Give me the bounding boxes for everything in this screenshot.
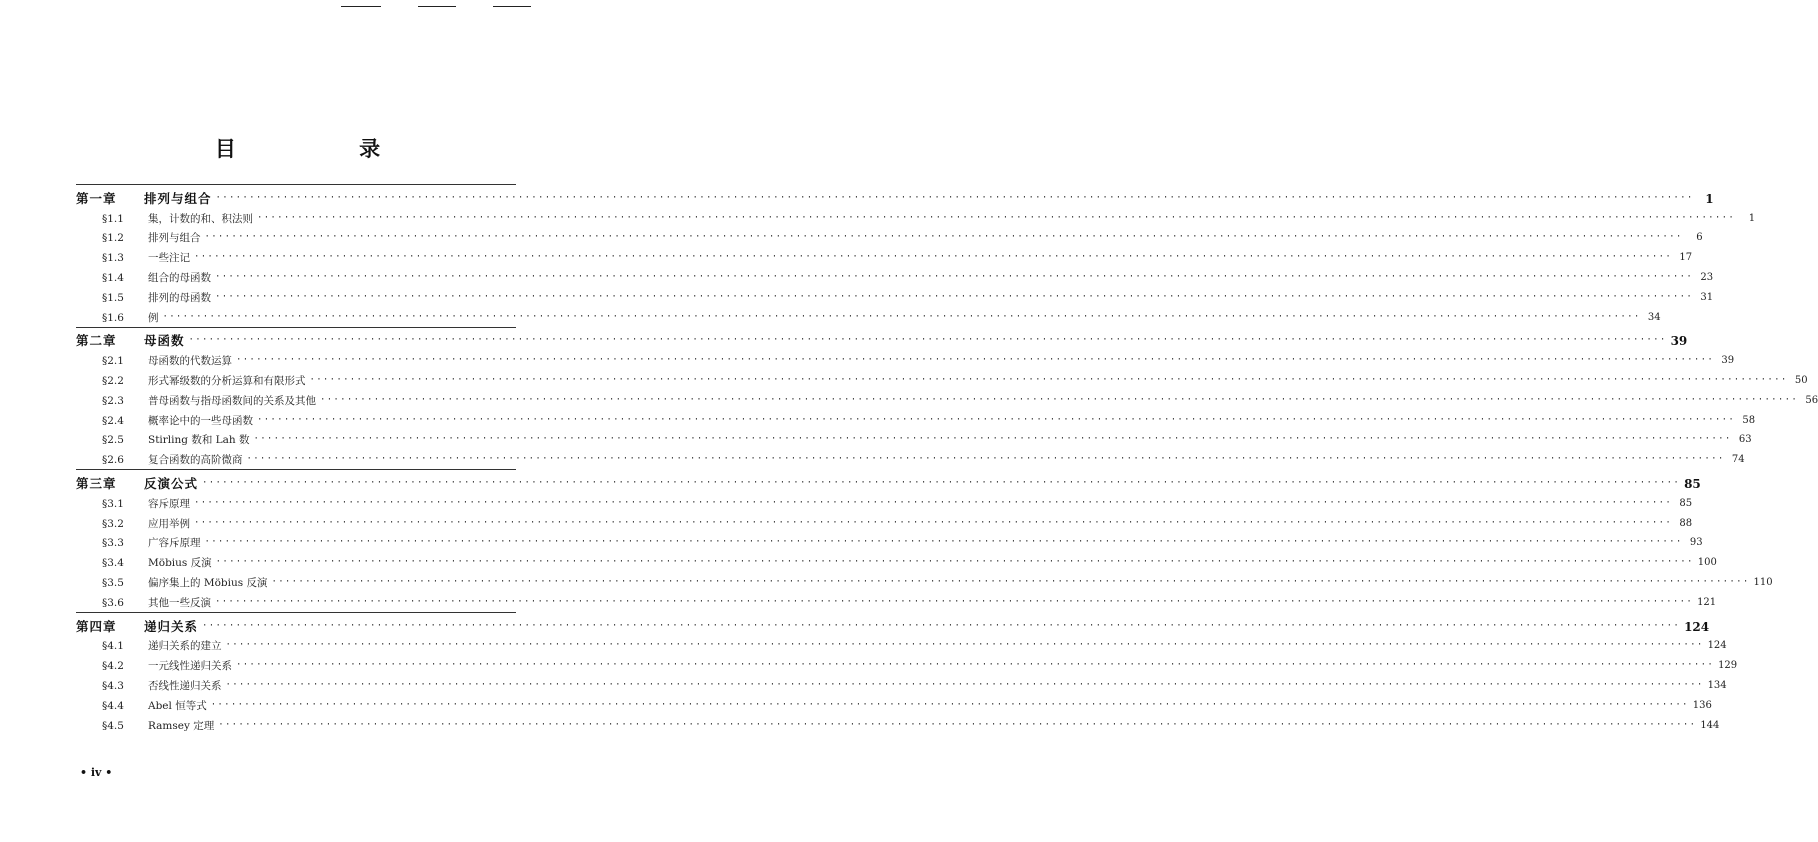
dot-leader: ····························································································································································································································	[246, 454, 1725, 465]
dot-leader: ····························································································································································································································	[271, 576, 1750, 587]
dot-leader: ····························································································································································································································	[215, 291, 1694, 302]
dot-leader: ····························································································································································································································	[202, 620, 1681, 631]
toc-section-label: 排列与组合	[148, 232, 201, 245]
toc-section-number: §1.6	[102, 311, 124, 324]
toc-section-page: 23	[1700, 271, 1714, 283]
chapter-divider	[76, 184, 516, 185]
toc-chapter-page: 1	[1705, 191, 1714, 206]
toc-section[interactable]	[76, 713, 1720, 733]
toc-section-number: §3.3	[102, 537, 124, 550]
toc-section-number: §2.5	[102, 434, 124, 447]
toc-chapter[interactable]	[76, 471, 1701, 491]
toc-chapter[interactable]	[76, 186, 1714, 206]
toc-section-page: 34	[1647, 311, 1661, 323]
dot-leader: ····························································································································································································································	[309, 374, 1788, 385]
toc-section-label: 形式幂级数的分析运算和有限形式	[148, 374, 306, 387]
toc-section[interactable]	[76, 348, 1735, 368]
toc-chapter[interactable]	[76, 614, 1710, 634]
toc-section-number: §4.4	[102, 699, 124, 712]
toc-section[interactable]	[76, 511, 1693, 531]
toc-section-number: §3.1	[102, 497, 124, 510]
toc-section[interactable]	[76, 693, 1712, 713]
dot-leader: ····························································································································································································································	[194, 517, 1673, 528]
dot-leader: ····························································································································································································································	[225, 679, 1704, 690]
toc-chapter-label: 反演公式	[144, 475, 199, 491]
toc-section[interactable]	[76, 265, 1714, 285]
dot-leader: ····························································································································································································································	[194, 497, 1673, 508]
toc-section-label: 其他一些反演	[148, 596, 211, 609]
toc-section-number: §1.3	[102, 252, 124, 265]
toc-section-label: 排列的母函数	[148, 291, 211, 304]
toc-section-number: §3.4	[102, 557, 124, 570]
dot-leader: ····························································································································································································································	[257, 212, 1736, 223]
table-of-contents	[76, 182, 1818, 733]
top-rule-2	[418, 6, 456, 7]
toc-section-label: 一些注记	[148, 252, 190, 265]
toc-section[interactable]	[76, 653, 1738, 673]
toc-section-page: 100	[1697, 557, 1717, 569]
dot-leader: ····························································································································································································································	[218, 719, 1697, 730]
toc-chapter-page: 124	[1684, 619, 1710, 634]
dot-leader: ····························································································································································································································	[210, 699, 1689, 710]
toc-section-number: §2.3	[102, 394, 124, 407]
toc-section[interactable]	[76, 491, 1693, 511]
toc-section-number: §4.3	[102, 679, 124, 692]
chapter-divider	[76, 327, 516, 328]
toc-section-page: 31	[1700, 291, 1714, 303]
toc-section-label: 递归关系的建立	[148, 640, 222, 653]
toc-chapter-number: 第一章	[76, 190, 117, 206]
toc-section-label: Stirling 数和 Lah 数	[148, 434, 250, 447]
toc-section-page: 1	[1748, 212, 1756, 224]
toc-section-page: 134	[1707, 679, 1727, 691]
toc-section[interactable]	[76, 408, 1756, 428]
toc-section-page: 58	[1742, 414, 1756, 426]
dot-leader: ····························································································································································································································	[204, 537, 1683, 548]
dot-leader: ····························································································································································································································	[253, 434, 1732, 445]
dot-leader: ····························································································································································································································	[162, 311, 1641, 322]
toc-section-label: 概率论中的一些母函数	[148, 414, 253, 427]
toc-section-label: Ramsey 定理	[148, 719, 215, 732]
toc-chapter-page: 85	[1684, 476, 1701, 491]
toc-section-number: §2.2	[102, 374, 124, 387]
toc-chapter-number: 第三章	[76, 475, 117, 491]
toc-section-page: 85	[1679, 497, 1693, 509]
toc-section[interactable]	[76, 590, 1717, 610]
toc-section-number: §1.5	[102, 291, 124, 304]
dot-leader: ····························································································································································································································	[202, 477, 1681, 488]
page-title: 目 录	[214, 136, 439, 161]
chapter-divider	[76, 612, 516, 613]
chapter-divider	[76, 469, 516, 470]
dot-leader: ····························································································································································································································	[194, 252, 1673, 263]
toc-section-page: 74	[1731, 454, 1745, 466]
toc-section-label: 偏序集上的 Möbius 反演	[148, 576, 268, 589]
toc-section-label: 容斥原理	[148, 497, 190, 510]
toc-chapter[interactable]	[76, 329, 1688, 349]
toc-section-number: §1.4	[102, 271, 124, 284]
toc-section-label: 集，计数的和、积法则	[148, 212, 253, 225]
toc-section-number: §2.4	[102, 414, 124, 427]
toc-section-number: §1.2	[102, 232, 124, 245]
toc-section-page: 56	[1805, 394, 1818, 406]
toc-section-page: 88	[1679, 517, 1693, 529]
toc-section-label: Möbius 反演	[148, 557, 212, 570]
toc-section-page: 93	[1689, 537, 1703, 549]
toc-section[interactable]	[76, 305, 1661, 325]
toc-chapter-label: 排列与组合	[144, 190, 212, 206]
toc-section-label: 否线性递归关系	[148, 679, 222, 692]
top-rule-3	[493, 6, 531, 7]
toc-section-page: 136	[1692, 699, 1712, 711]
toc-section-page: 50	[1794, 374, 1808, 386]
toc-section[interactable]	[76, 447, 1745, 467]
dot-leader: ····························································································································································································································	[215, 271, 1694, 282]
toc-section-label: 应用举例	[148, 517, 190, 530]
toc-section-page: 144	[1700, 719, 1720, 731]
toc-chapter-number: 第二章	[76, 333, 117, 349]
toc-section[interactable]	[76, 285, 1714, 305]
dot-leader: ····························································································································································································································	[204, 232, 1683, 243]
dot-leader: ····························································································································································································································	[257, 414, 1736, 425]
toc-section-number: §4.5	[102, 719, 124, 732]
toc-section[interactable]	[76, 206, 1756, 226]
toc-section-number: §4.2	[102, 660, 124, 673]
toc-section-label: 一元线性递归关系	[148, 660, 232, 673]
toc-chapter-page: 39	[1670, 334, 1688, 349]
toc-section[interactable]	[76, 428, 1752, 448]
toc-section[interactable]	[76, 673, 1727, 693]
toc-section[interactable]	[76, 570, 1773, 590]
toc-section-label: 普母函数与指母函数间的关系及其他	[148, 394, 316, 407]
toc-section-page: 6	[1696, 232, 1703, 244]
toc-section-number: §3.5	[102, 576, 124, 589]
dot-leader: ····························································································································································································································	[236, 660, 1715, 671]
toc-section[interactable]	[76, 245, 1693, 265]
toc-section-number: §3.6	[102, 596, 124, 609]
toc-section-number: §2.6	[102, 454, 124, 467]
top-rule-1	[341, 6, 381, 7]
toc-section-label: 复合函数的高阶微商	[148, 454, 243, 467]
toc-section-label: Abel 恒等式	[148, 699, 207, 712]
toc-section[interactable]	[76, 531, 1703, 551]
toc-section[interactable]	[76, 368, 1808, 388]
toc-section-page: 129	[1718, 660, 1738, 672]
toc-section-page: 63	[1738, 434, 1752, 446]
toc-section-label: 组合的母函数	[148, 271, 211, 284]
toc-section-page: 124	[1707, 640, 1727, 652]
toc-chapter-number: 第四章	[76, 618, 117, 634]
dot-leader: ····························································································································································································································	[215, 596, 1694, 607]
dot-leader: ····························································································································································································································	[225, 640, 1704, 651]
toc-section[interactable]	[76, 388, 1818, 408]
toc-chapter-label: 母函数	[144, 333, 185, 349]
toc-section-page: 110	[1753, 576, 1773, 588]
dot-leader: ····························································································································································································································	[236, 355, 1715, 366]
dot-leader: ····························································································································································································································	[188, 335, 1667, 346]
toc-section-label: 母函数的代数运算	[148, 355, 232, 368]
toc-section[interactable]	[76, 634, 1727, 654]
toc-section[interactable]	[76, 550, 1717, 570]
dot-leader: ····························································································································································································································	[215, 557, 1694, 568]
toc-section-label: 广容斥原理	[148, 537, 201, 550]
toc-chapter-label: 递归关系	[144, 618, 199, 634]
toc-section[interactable]	[76, 226, 1703, 246]
dot-leader: ····························································································································································································································	[215, 192, 1694, 203]
dot-leader: ····························································································································································································································	[320, 394, 1799, 405]
toc-section-page: 121	[1697, 596, 1717, 608]
toc-section-label: 例	[148, 311, 159, 324]
toc-section-number: §1.1	[102, 212, 124, 225]
toc-section-page: 17	[1679, 252, 1693, 264]
toc-section-page: 39	[1721, 355, 1735, 367]
page-number-footer: • iv •	[80, 766, 113, 779]
toc-section-number: §3.2	[102, 517, 124, 530]
toc-section-number: §4.1	[102, 640, 124, 653]
toc-section-number: §2.1	[102, 355, 124, 368]
